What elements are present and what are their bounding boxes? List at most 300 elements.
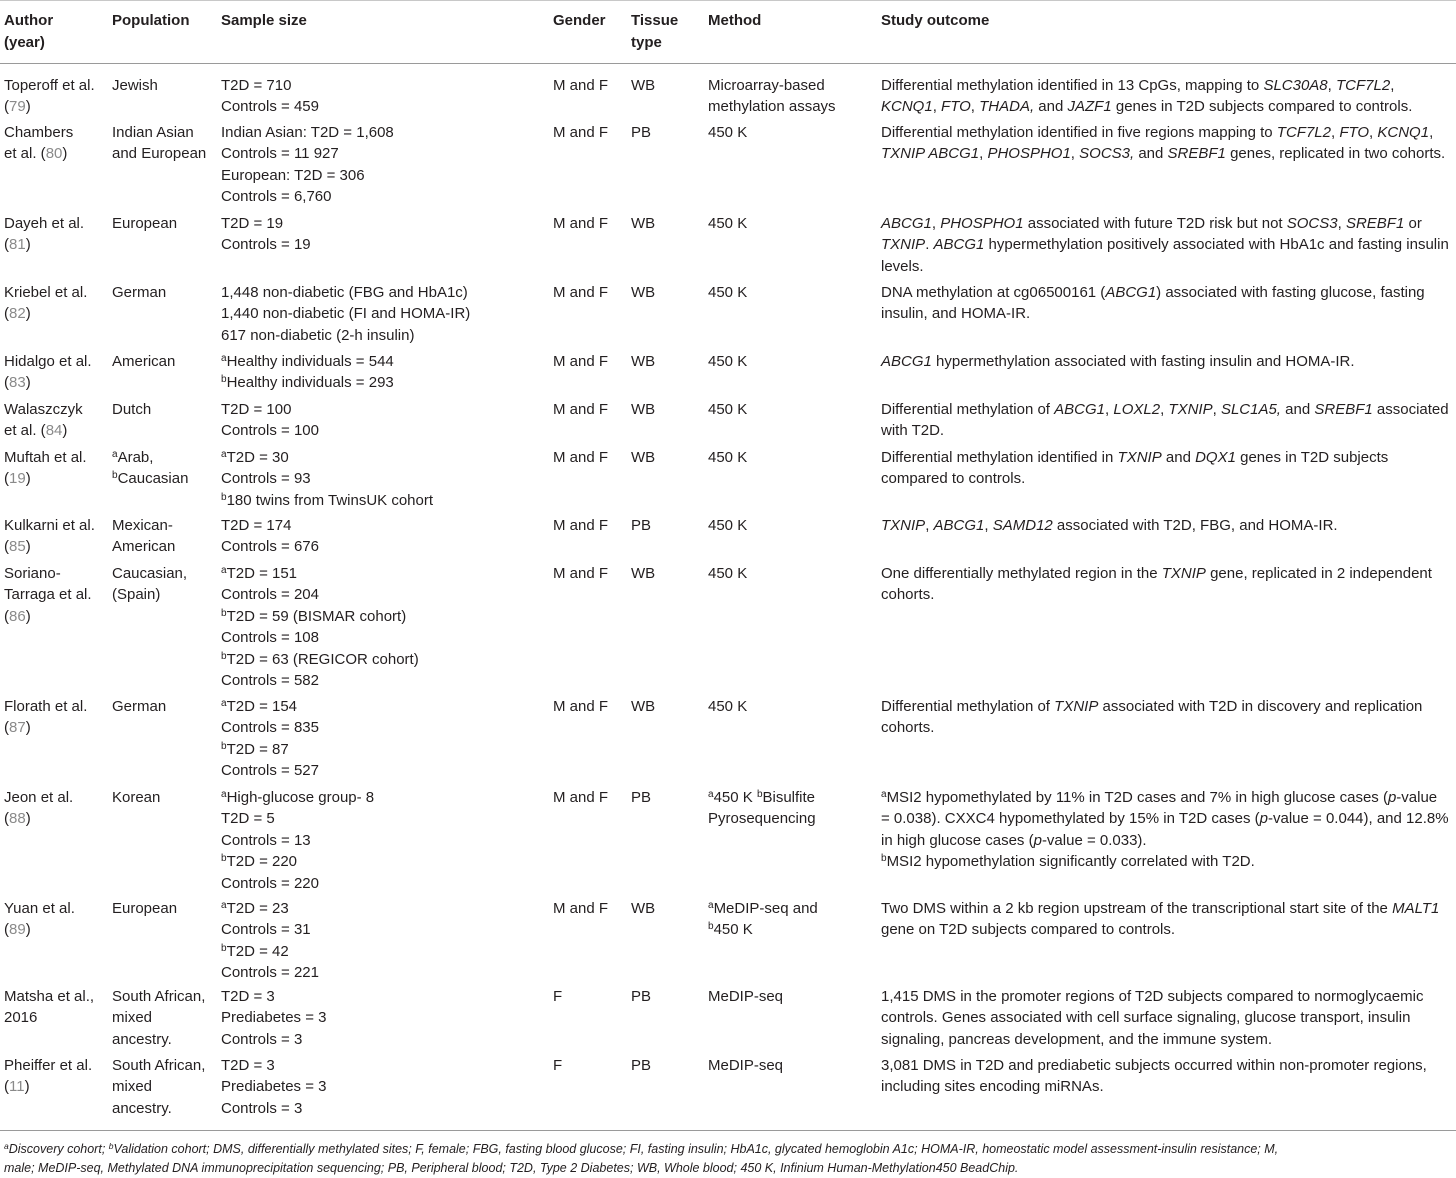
cell-sample-size	[221, 696, 319, 782]
cell-line	[221, 808, 374, 829]
cell-study-outcome	[881, 282, 1425, 325]
cell-line	[4, 420, 83, 441]
cell-study-outcome	[881, 515, 1338, 536]
cell-line	[881, 213, 1449, 234]
gene-name: TXNIP	[881, 236, 926, 254]
cell-author	[4, 986, 94, 1029]
cell-tissue-type: WB	[631, 449, 656, 466]
text-run: Hidalgo et al.	[4, 353, 92, 370]
text-run: T2D = 19	[221, 215, 284, 232]
cell-line	[4, 1159, 1449, 1178]
text-run: Kulkarni et al.	[4, 517, 95, 534]
reference-link[interactable]: 86	[9, 607, 26, 625]
cell-tissue-type: PB	[631, 124, 652, 141]
cell-line	[708, 351, 747, 372]
text-run: Yuan et al.	[4, 900, 75, 917]
cell-line	[112, 1098, 205, 1119]
cell-line	[881, 447, 1388, 468]
cell-line	[221, 447, 433, 468]
cell-line	[221, 399, 319, 420]
text-run: Pyrosequencing	[708, 810, 816, 828]
text-run: 450 K	[708, 517, 748, 534]
cell-method	[708, 75, 836, 118]
cell-line	[881, 696, 1422, 717]
cell-line	[4, 717, 87, 738]
table-header	[0, 0, 1456, 64]
cell-line	[881, 75, 1412, 96]
text-run: )	[25, 98, 31, 116]
cohort-marker: a	[221, 698, 227, 709]
text-run: Walaszczyk	[4, 401, 83, 418]
reference-link[interactable]: 84	[45, 422, 63, 440]
text-run: )	[25, 374, 31, 392]
cell-line	[4, 303, 87, 324]
reference-link[interactable]: 19	[9, 470, 26, 488]
text-run: Discovery cohort;	[8, 1142, 109, 1156]
cell-study-outcome	[881, 1055, 1427, 1098]
text-run: Controls = 6,760	[221, 188, 332, 206]
cell-line	[221, 986, 327, 1007]
text-run: ,	[979, 145, 988, 163]
cell-line	[221, 627, 419, 648]
text-run: ancestry.	[112, 1030, 172, 1048]
text-run: 450 K	[708, 353, 748, 370]
cell-line	[221, 1029, 327, 1050]
text-run: Controls = 582	[221, 672, 319, 690]
text-run: Controls = 204	[221, 586, 319, 604]
gene-name: TXNIP	[1168, 401, 1213, 418]
text-run: or	[1404, 215, 1422, 232]
text-run: and	[1034, 98, 1068, 116]
text-run: T2D = 30	[226, 449, 289, 466]
cell-line	[881, 420, 1449, 441]
reference-link[interactable]: 82	[9, 305, 26, 323]
cell-author	[4, 351, 92, 394]
text-run: )	[25, 921, 31, 939]
cohort-marker: b	[221, 650, 227, 662]
text-run: T2D = 59 (BISMAR cohort)	[226, 607, 407, 625]
cell-line	[221, 420, 319, 441]
text-run: T2D = 23	[226, 900, 289, 917]
cell-study-outcome	[881, 447, 1388, 490]
cell-method	[708, 1055, 783, 1076]
text-run: genes in T2D subjects compared to controls.	[1111, 98, 1413, 116]
text-run: T2D = 220	[226, 853, 298, 871]
cell-author	[4, 1055, 92, 1098]
text-run: associated	[1372, 401, 1449, 418]
cell-population	[112, 563, 187, 606]
cell-gender: M and F	[553, 353, 609, 370]
gene-name: TXNIP ABCG1	[881, 145, 980, 163]
text-run: Healthy individuals = 544	[226, 353, 394, 370]
cell-line	[221, 1098, 327, 1119]
cohort-marker: b	[112, 470, 118, 482]
cell-method	[708, 399, 747, 420]
cell-sample-size	[221, 351, 394, 394]
gene-name: THADA,	[979, 98, 1035, 116]
gene-name: KCNQ1	[1377, 124, 1430, 141]
text-run: and	[1280, 401, 1315, 418]
text-run: )	[25, 719, 31, 737]
cell-line	[112, 213, 177, 234]
cell-line	[221, 760, 319, 781]
cell-tissue-type: WB	[631, 353, 656, 370]
cell-study-outcome	[881, 399, 1449, 442]
cell-line	[221, 962, 319, 983]
cell-line	[708, 515, 747, 536]
cell-line	[4, 75, 95, 96]
cell-line	[221, 372, 394, 393]
cell-tissue-type: WB	[631, 565, 656, 582]
cell-line	[708, 96, 836, 117]
gene-name: SREBF1	[1314, 401, 1373, 418]
cell-line	[881, 1007, 1423, 1028]
text-run: Indian Asian: T2D = 1,608	[221, 124, 394, 141]
text-run: American	[112, 538, 176, 556]
gene-name: PHOSPHO1	[940, 215, 1024, 232]
cell-population	[112, 515, 175, 558]
cell-line	[4, 213, 84, 234]
text-run: Prediabetes = 3	[221, 1078, 327, 1096]
cell-line	[4, 351, 92, 372]
reference-link[interactable]: 80	[45, 145, 63, 163]
cell-sample-size	[221, 122, 394, 208]
cell-line	[881, 468, 1388, 489]
cell-line	[4, 696, 87, 717]
cell-method	[708, 122, 747, 143]
cell-author	[4, 696, 87, 739]
cell-line	[4, 399, 83, 420]
text-run: and European	[112, 145, 207, 163]
text-run: (	[4, 538, 9, 556]
cell-sample-size	[221, 447, 433, 511]
cell-sample-size	[221, 75, 319, 118]
cell-gender: M and F	[553, 124, 609, 141]
text-run: )	[25, 305, 31, 323]
text-run: Differential methylation of	[881, 698, 1055, 715]
text-run: Controls = 13	[221, 831, 311, 849]
cell-population	[112, 986, 205, 1050]
cohort-marker: a	[221, 789, 227, 800]
text-run: Dayeh et al.	[4, 215, 85, 232]
text-run: ,	[1070, 145, 1080, 163]
cell-line	[112, 399, 151, 420]
cell-population	[112, 282, 166, 303]
cell-gender: M and F	[553, 401, 609, 418]
text-run: controls. Genes associated with cell surface signaling, glucose transport, insulin	[881, 1009, 1411, 1027]
gene-name: SLC1A5,	[1220, 401, 1281, 418]
cell-line	[4, 515, 95, 536]
text-run: associated with T2D, FBG, and HOMA-IR.	[1052, 517, 1338, 534]
text-run: ,	[925, 517, 934, 534]
cell-gender: M and F	[553, 789, 609, 806]
cell-population	[112, 787, 160, 808]
cell-method	[708, 696, 747, 717]
gene-name: TXNIP	[1117, 449, 1162, 466]
text-run: et al. (	[4, 422, 46, 440]
text-run: European	[112, 215, 178, 232]
gene-name: SOCS3	[1286, 215, 1338, 232]
text-run: 450 K	[708, 215, 748, 232]
text-run: German	[112, 698, 167, 715]
text-run: )	[25, 470, 31, 488]
cell-line	[221, 941, 319, 962]
text-run: MeDIP-seq and	[713, 900, 818, 917]
text-run: genes, replicated in two cohorts.	[1225, 145, 1446, 163]
cell-line	[221, 186, 394, 207]
cell-method	[708, 787, 816, 830]
cohort-marker: b	[221, 491, 227, 503]
cell-line	[221, 213, 311, 234]
cell-line	[112, 1029, 205, 1050]
cell-tissue-type: WB	[631, 77, 656, 94]
reference-link[interactable]: 85	[9, 538, 26, 556]
text-run: DNA methylation at cg06500161 (	[881, 284, 1106, 301]
text-run: Arab,	[117, 449, 154, 466]
text-run: Korean	[112, 789, 161, 806]
cell-line	[221, 515, 319, 536]
cell-line	[881, 122, 1445, 143]
text-run: ) associated with fasting glucose, fasting	[1156, 284, 1425, 301]
text-run: Indian Asian	[112, 124, 194, 141]
text-run: T2D = 100	[221, 401, 292, 418]
cohort-marker: a	[221, 353, 227, 364]
cell-line	[112, 563, 187, 584]
text-run: .	[925, 236, 934, 254]
text-run: Florath et al.	[4, 698, 88, 715]
cell-study-outcome	[881, 351, 1355, 372]
cell-line	[708, 986, 783, 1007]
text-run: Chambers	[4, 124, 74, 141]
text-run: 450 K	[713, 789, 757, 806]
cell-population	[112, 351, 175, 372]
header-population: Population	[112, 12, 190, 29]
text-run: T2D = 174	[221, 517, 292, 534]
text-run: 450 K	[708, 124, 748, 141]
cell-line	[881, 563, 1432, 584]
text-run: (	[4, 1078, 9, 1096]
cell-line	[708, 75, 836, 96]
cell-study-outcome	[881, 75, 1412, 118]
text-run: 180 twins from TwinsUK cohort	[226, 491, 434, 509]
text-run: 450 K	[708, 449, 748, 466]
text-run: Caucasian	[117, 470, 189, 488]
text-run: 1,440 non-diabetic (FI and HOMA-IR)	[221, 305, 471, 323]
text-run: Healthy individuals = 293	[226, 374, 394, 392]
text-run: Jewish	[112, 77, 158, 94]
text-run: -value = 0.044), and 12.8%	[1268, 810, 1449, 828]
cell-line	[708, 1055, 783, 1076]
cell-line	[881, 282, 1425, 303]
cell-line	[4, 898, 75, 919]
cell-line	[112, 282, 166, 303]
text-run: (	[4, 719, 9, 737]
cell-line	[881, 808, 1449, 829]
cell-line	[4, 122, 73, 143]
gene-name: JAZF1	[1067, 98, 1112, 116]
cell-line	[4, 234, 84, 255]
cell-line	[221, 670, 419, 691]
cell-line	[708, 563, 747, 584]
reference-link[interactable]: 89	[9, 921, 26, 939]
cell-method	[708, 351, 747, 372]
text-run: methylation assays	[708, 98, 836, 116]
cell-line	[4, 1140, 1449, 1159]
text-run: mixed	[112, 1078, 153, 1096]
cell-line	[112, 143, 206, 164]
cell-line	[112, 447, 188, 468]
cell-line	[4, 1055, 92, 1076]
cell-population	[112, 898, 177, 919]
text-run: 617 non-diabetic (2-h insulin)	[221, 326, 415, 344]
gene-name: SOCS3,	[1079, 145, 1135, 163]
header-author: Author (year)	[4, 12, 54, 51]
cell-line	[221, 536, 319, 557]
cohort-marker: b	[108, 1141, 114, 1151]
cell-author	[4, 122, 73, 165]
reference-link[interactable]: 83	[9, 374, 26, 392]
cell-gender: M and F	[553, 698, 609, 715]
reference-link[interactable]: 79	[9, 98, 26, 116]
text-run: Kriebel et al.	[4, 284, 88, 301]
cell-tissue-type: WB	[631, 215, 656, 232]
text-run: gene on T2D subjects compared to controls.	[881, 921, 1176, 939]
header-tissue-type: Tissue type	[631, 12, 679, 51]
cell-method	[708, 282, 747, 303]
text-run: Caucasian,	[112, 565, 188, 582]
text-run: ,	[932, 98, 942, 116]
gene-name: KCNQ1	[881, 98, 933, 116]
cell-line	[221, 717, 319, 738]
text-run: ,	[1429, 124, 1434, 141]
text-run: )	[25, 236, 31, 254]
gene-name: TXNIP	[1161, 565, 1206, 582]
cell-line	[221, 143, 394, 164]
text-run: cohorts.	[881, 719, 935, 737]
text-run: Controls = 100	[221, 422, 319, 440]
cell-line	[708, 447, 747, 468]
reference-link[interactable]: 81	[9, 236, 26, 254]
cell-population	[112, 75, 158, 96]
text-run: (	[4, 236, 9, 254]
cell-line	[881, 584, 1432, 605]
cell-gender: M and F	[553, 517, 609, 534]
cell-line	[221, 325, 470, 346]
text-run: Toperoff et al.	[4, 77, 95, 94]
cell-population	[112, 399, 151, 420]
text-run: Mexican-	[112, 517, 173, 534]
text-run: )	[62, 145, 68, 163]
text-run: 450 K	[708, 401, 748, 418]
cell-line	[881, 851, 1449, 872]
table-footnote	[4, 1140, 1449, 1178]
text-run: Controls = 459	[221, 98, 319, 116]
cell-line	[4, 563, 92, 584]
cell-line	[4, 468, 87, 489]
cell-line	[221, 234, 311, 255]
text-run: (	[4, 374, 9, 392]
cell-line	[112, 986, 205, 1007]
text-run: in high glucose cases (	[881, 831, 1034, 849]
text-run: ,	[1160, 401, 1169, 418]
cell-gender: F	[553, 1057, 563, 1074]
reference-link[interactable]: 87	[9, 719, 26, 737]
gene-name: ABCG1	[933, 236, 985, 254]
text-run: genes in T2D subjects	[1235, 449, 1389, 466]
gene-name: TCF7L2	[1336, 77, 1391, 94]
gene-name: ABCG1	[1054, 401, 1106, 418]
cell-line	[221, 303, 470, 324]
cell-population	[112, 696, 166, 717]
cell-study-outcome	[881, 696, 1422, 739]
text-run: Controls = 11 927	[221, 145, 339, 163]
cell-gender: M and F	[553, 449, 609, 466]
cell-line	[112, 122, 206, 143]
reference-link[interactable]: 11	[9, 1078, 25, 1096]
cell-study-outcome	[881, 787, 1449, 873]
cell-line	[881, 303, 1425, 324]
cell-author	[4, 75, 95, 118]
cell-line	[4, 96, 95, 117]
text-run: gene, replicated in 2 independent	[1205, 565, 1432, 582]
cell-sample-size	[221, 282, 470, 346]
text-run: )	[25, 810, 31, 828]
gene-name: FTO	[1339, 124, 1370, 141]
header-sample-size: Sample size	[221, 12, 307, 29]
cell-line	[112, 696, 166, 717]
cell-study-outcome	[881, 986, 1423, 1050]
cell-line	[221, 282, 470, 303]
text-run: = 0.038). CXXC4 hypomethylated by 15% in T2D cases (	[881, 810, 1260, 828]
gene-name: PHOSPHO1	[987, 145, 1071, 163]
cell-line	[881, 399, 1449, 420]
gene-name: SLC30A8	[1263, 77, 1328, 94]
text-run: Muftah et al.	[4, 449, 87, 466]
cell-author	[4, 563, 92, 627]
text-run: Controls = 3	[221, 1030, 303, 1048]
cell-line	[221, 563, 419, 584]
text-run: including sites encoding miRNAs.	[881, 1078, 1104, 1096]
text-run: T2D = 154	[226, 698, 298, 715]
cohort-marker: a	[881, 789, 887, 800]
cell-line	[708, 399, 747, 420]
cell-sample-size	[221, 563, 419, 691]
text-run: Differential methylation of	[881, 401, 1055, 418]
gene-name: TCF7L2	[1276, 124, 1331, 141]
cell-line	[881, 143, 1445, 164]
cell-line	[221, 787, 374, 808]
gene-name: DQX1	[1195, 449, 1236, 466]
cell-line	[112, 351, 175, 372]
text-run: MSI2 hypomethylation significantly correlated with T2D.	[886, 853, 1255, 871]
cell-gender: M and F	[553, 284, 609, 301]
cell-line	[708, 213, 747, 234]
cohort-marker: a	[4, 1141, 9, 1151]
cell-line	[881, 898, 1439, 919]
cell-gender: M and F	[553, 900, 609, 917]
cell-author	[4, 213, 84, 256]
cell-gender: M and F	[553, 77, 609, 94]
cell-line	[221, 75, 319, 96]
cell-line	[112, 75, 158, 96]
cell-line	[112, 1055, 205, 1076]
gene-name: SREBF1	[1345, 215, 1405, 232]
gene-name: FTO	[941, 98, 971, 116]
reference-link[interactable]: 88	[9, 810, 26, 828]
cohort-marker: b	[881, 853, 887, 865]
text-run: Controls = 108	[221, 629, 319, 647]
cell-line	[4, 606, 92, 627]
